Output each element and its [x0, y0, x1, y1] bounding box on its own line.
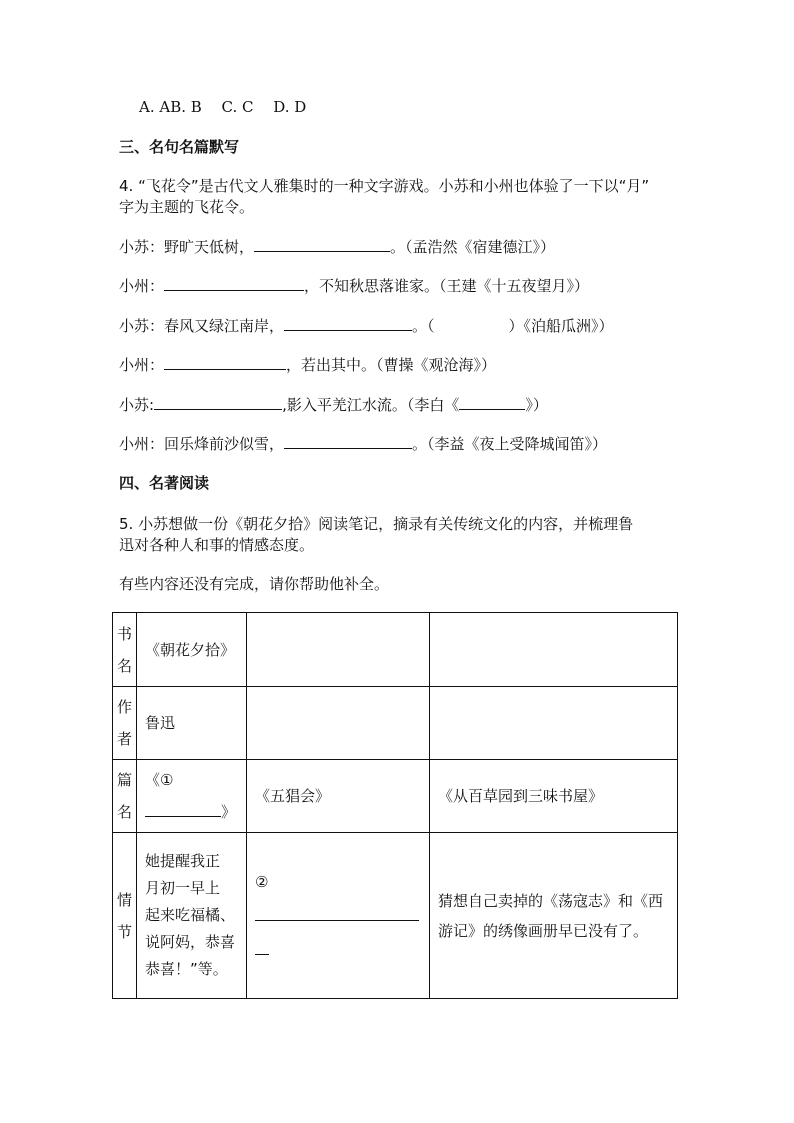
row-header-plot: 情 节 — [113, 833, 137, 999]
empty-cell[interactable] — [247, 687, 430, 760]
plot-line: 游记》的绣像画册早已没有了。 — [438, 921, 649, 940]
plot-blank-cell — [247, 833, 430, 999]
row-header-author: 作 者 — [113, 687, 137, 760]
plot-line: 猜想自己卖掉的《荡寇志》和《西 — [438, 891, 664, 910]
section-3-title: 三、名句名篇默写 — [119, 138, 240, 156]
verse-before: 野旷天低树， — [164, 238, 255, 256]
verse-after: ，若出其中。（曹操《观沧海》） — [286, 356, 497, 374]
plot-cell — [137, 833, 247, 999]
verse-after: ，不知秋思落谁家。（王建《十五夜望月》） — [304, 277, 590, 295]
reading-notes-table — [112, 612, 678, 999]
speaker: 小州： — [119, 356, 165, 374]
section-4-title: 四、名著阅读 — [119, 474, 210, 492]
answer-blank[interactable] — [284, 433, 412, 449]
answer-blank[interactable] — [284, 315, 412, 331]
question-4-line-1: 4. “飞花令”是古代文人雅集时的一种文字游戏。小苏和小州也体验了一下以“月” — [119, 177, 650, 195]
question-4-line-2: 字为主题的飞花令。 — [119, 198, 255, 216]
plot-line: 她提醒我正 — [145, 852, 221, 870]
verse-after-2: 》） — [525, 396, 548, 414]
plot-answer-blank-tail[interactable] — [255, 939, 269, 955]
plot-line: 说阿妈，恭喜 — [145, 933, 236, 951]
plot-line: 月初一早上 — [145, 879, 221, 897]
answer-blank[interactable] — [164, 275, 304, 291]
title-blank[interactable] — [459, 394, 525, 410]
verse-after: 。（孟浩然《宿建德江》） — [390, 238, 556, 256]
verse-item-1 — [119, 236, 555, 257]
verse-after: 。（ — [412, 317, 435, 335]
chapter-cell: 《五猖会》 — [247, 760, 430, 833]
question-5-line-3: 有些内容还没有完成，请你帮助他补全。 — [119, 575, 390, 593]
answer-blank[interactable] — [164, 354, 286, 370]
verse-item-6 — [119, 433, 607, 454]
plot-line: 起来吃福橘、 — [145, 906, 236, 924]
row-header-chapter: 篇 名 — [113, 760, 137, 833]
verse-item-4 — [119, 354, 496, 375]
row-header-book: 书 名 — [113, 613, 137, 687]
chapter-close: 》 — [221, 803, 237, 821]
empty-cell[interactable] — [247, 613, 430, 687]
speaker: 小苏： — [119, 317, 165, 335]
verse-after-2: ）《泊船瓜洲》） — [508, 317, 614, 335]
verse-item-3 — [119, 315, 614, 336]
table-row — [113, 833, 678, 999]
empty-cell[interactable] — [430, 687, 678, 760]
answer-options: A. AB. B C. C D. D — [139, 98, 307, 116]
verse-after: ,影入平羌江水流。（李白《 — [282, 396, 460, 414]
answer-blank[interactable] — [254, 236, 390, 252]
chapter-answer-blank[interactable] — [145, 801, 221, 817]
speaker: 小州： — [119, 277, 165, 295]
table-row — [113, 613, 678, 687]
verse-after: 。（李益《夜上受降城闻笛》） — [412, 435, 608, 453]
chapter-cell: 《从百草园到三味书屋》 — [430, 760, 678, 833]
speaker: 小苏: — [119, 396, 155, 414]
verse-before: 春风又绿江南岸， — [164, 317, 285, 335]
plot-cell — [430, 833, 678, 999]
book-title-cell: 《朝花夕拾》 — [137, 613, 247, 687]
plot-number: ② — [255, 872, 269, 891]
plot-answer-blank[interactable] — [255, 905, 419, 921]
author-cell: 鲁迅 — [137, 687, 247, 760]
empty-cell[interactable] — [430, 613, 678, 687]
verse-before: 回乐烽前沙似雪， — [164, 435, 285, 453]
speaker: 小苏： — [119, 238, 165, 256]
chapter-blank-cell — [137, 760, 247, 833]
answer-blank[interactable] — [154, 394, 282, 410]
question-5-line-1: 5. 小苏想做一份《朝花夕拾》阅读笔记，摘录有关传统文化的内容，并梳理鲁 — [119, 515, 634, 533]
verse-item-2 — [119, 275, 589, 296]
question-5-line-2: 迅对各种人和事的情感态度。 — [119, 536, 315, 554]
table-row — [113, 687, 678, 760]
plot-line: 恭喜！”等。 — [145, 960, 228, 978]
speaker: 小州： — [119, 435, 165, 453]
chapter-open: 《① — [145, 771, 174, 789]
table-row — [113, 760, 678, 833]
verse-item-5 — [119, 394, 548, 415]
